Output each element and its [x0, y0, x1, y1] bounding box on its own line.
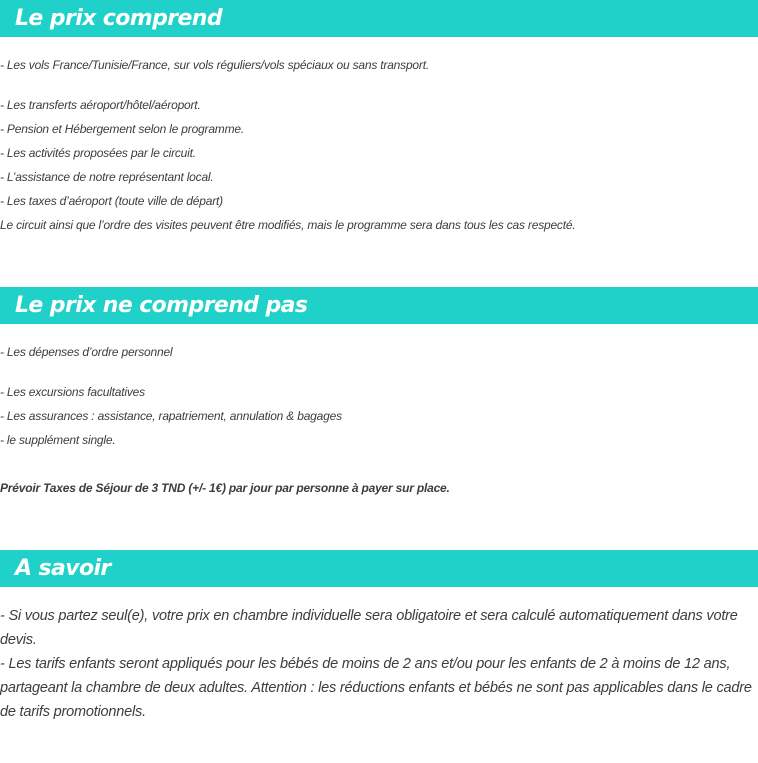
list-item: - Les assurances : assistance, rapatriement, annulation & bagages	[0, 409, 342, 423]
list-item: - Pension et Hébergement selon le programme.	[0, 122, 244, 136]
list-item: - Les dépenses d’ordre personnel	[0, 345, 173, 359]
section-header-price-excludes	[0, 287, 758, 324]
list-item: - Les excursions facultatives	[0, 385, 145, 399]
single-traveler-paragraph: - Si vous partez seul(e), votre prix en chambre individuelle sera obligatoire et sera calculé automatiquement dans votre devis.	[0, 608, 738, 648]
list-item: - Les transferts aéroport/hôtel/aéroport.	[0, 98, 201, 112]
section-header-price-includes	[0, 0, 758, 37]
list-item: - Les taxes d’aéroport (toute ville de départ)	[0, 194, 223, 208]
circuit-note: Le circuit ainsi que l’ordre des visites peuvent être modifiés, mais le programme sera dans tous les cas respecté.	[0, 218, 576, 232]
section-title-price-excludes: Le prix ne comprend pas	[15, 293, 308, 318]
list-item: - le supplément single.	[0, 433, 116, 447]
list-item: - L’assistance de notre représentant local.	[0, 170, 214, 184]
tax-note: Prévoir Taxes de Séjour de 3 TND (+/- 1€) par jour par personne à payer sur place.	[0, 481, 450, 495]
section-title-price-includes: Le prix comprend	[15, 6, 222, 31]
section-header-good-to-know	[0, 550, 758, 587]
list-item: - Les vols France/Tunisie/France, sur vols réguliers/vols spéciaux ou sans transport.	[0, 58, 429, 72]
child-rates-paragraph: - Les tarifs enfants seront appliqués pour les bébés de moins de 2 ans et/ou pour les enfants de 2 à moins de 12 ans, partageant la chambre de deux adultes. Attention : les réductions enfants et bébés ne sont pas applicables dans le cadre de tarifs promotionnels.	[0, 656, 752, 720]
list-item: - Les activités proposées par le circuit.	[0, 146, 196, 160]
section-title-good-to-know: A savoir	[15, 556, 111, 581]
